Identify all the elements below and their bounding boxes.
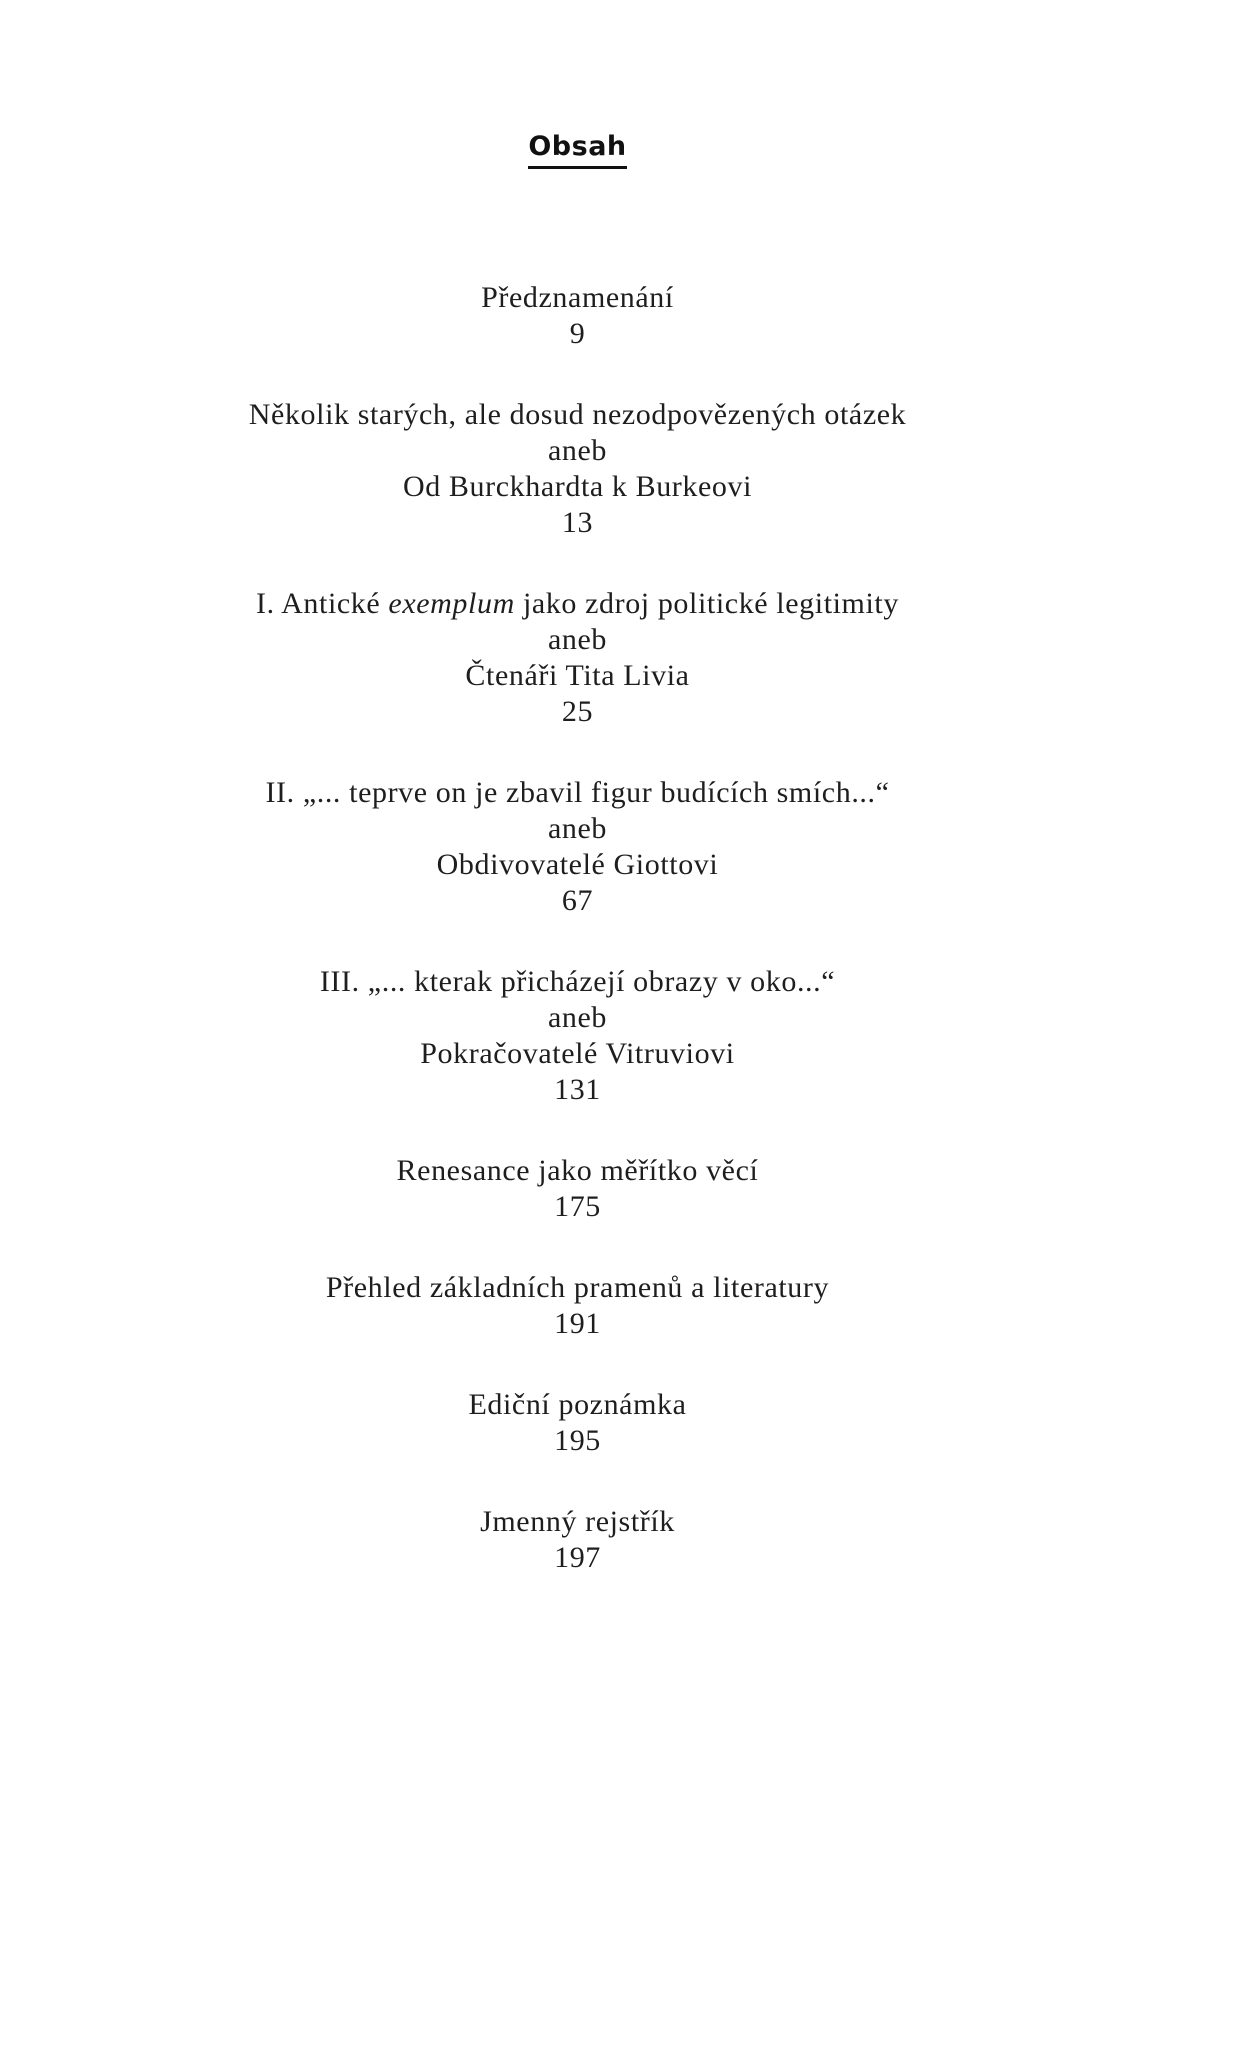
toc-entry-page: 67	[561, 884, 594, 917]
toc-entry-title: III. „... kterak přicházejí obrazy v oko...“	[319, 965, 836, 998]
toc-entry-page: 9	[569, 317, 586, 350]
toc-entry-subtitle: Čtenáři Tita Livia	[465, 659, 690, 692]
toc-entry-conjunction: aneb	[547, 434, 608, 467]
table-of-contents	[0, 280, 1155, 1576]
toc-entry-page: 131	[554, 1073, 601, 1106]
toc-entry-page: 175	[554, 1190, 601, 1223]
toc-entry-page: 25	[561, 695, 594, 728]
toc-entry-title-prefix: I. Antické	[256, 587, 389, 620]
toc-entry-page: 197	[554, 1541, 601, 1574]
toc-entry-title: II. „... teprve on je zbavil figur budících smích...“	[265, 776, 890, 809]
toc-entry-page: 195	[554, 1424, 601, 1457]
toc-entry-chapter-2	[0, 775, 1155, 919]
toc-entry-conjunction: aneb	[547, 812, 608, 845]
toc-entry-foreword	[0, 280, 1155, 352]
toc-entry-introduction	[0, 397, 1155, 541]
toc-entry-page: 191	[554, 1307, 601, 1340]
toc-entry-subtitle: Od Burckhardta k Burkeovi	[402, 470, 753, 503]
toc-entry-title: Jmenný rejstřík	[480, 1505, 675, 1538]
toc-entry-chapter-3	[0, 964, 1155, 1108]
toc-entry-title: Renesance jako měřítko věcí	[396, 1154, 759, 1187]
toc-entry-conjunction: aneb	[547, 623, 608, 656]
toc-entry-title: Několik starých, ale dosud nezodpovězených otázek	[248, 398, 907, 431]
toc-entry-title: Přehled základních pramenů a literatury	[325, 1271, 830, 1304]
toc-entry-title: Předznamenání	[481, 281, 674, 314]
toc-entry-conclusion	[0, 1153, 1155, 1225]
toc-entry-editorial-note	[0, 1387, 1155, 1459]
toc-entry-chapter-1	[0, 586, 1155, 730]
toc-entry-subtitle: Obdivovatelé Giottovi	[436, 848, 719, 881]
page-title-text: Obsah	[528, 130, 626, 169]
toc-entry-bibliography	[0, 1270, 1155, 1342]
toc-entry-title-italic: exemplum	[388, 587, 515, 620]
toc-entry-title-suffix: jako zdroj politické legitimity	[514, 587, 899, 620]
page-title	[0, 130, 1155, 169]
toc-entry-subtitle: Pokračovatelé Vitruviovi	[420, 1037, 735, 1070]
toc-entry-title: Ediční poznámka	[468, 1388, 687, 1421]
toc-entry-index	[0, 1504, 1155, 1576]
toc-entry-page: 13	[561, 506, 594, 539]
toc-entry-title	[0, 586, 1155, 622]
toc-entry-conjunction: aneb	[547, 1001, 608, 1034]
